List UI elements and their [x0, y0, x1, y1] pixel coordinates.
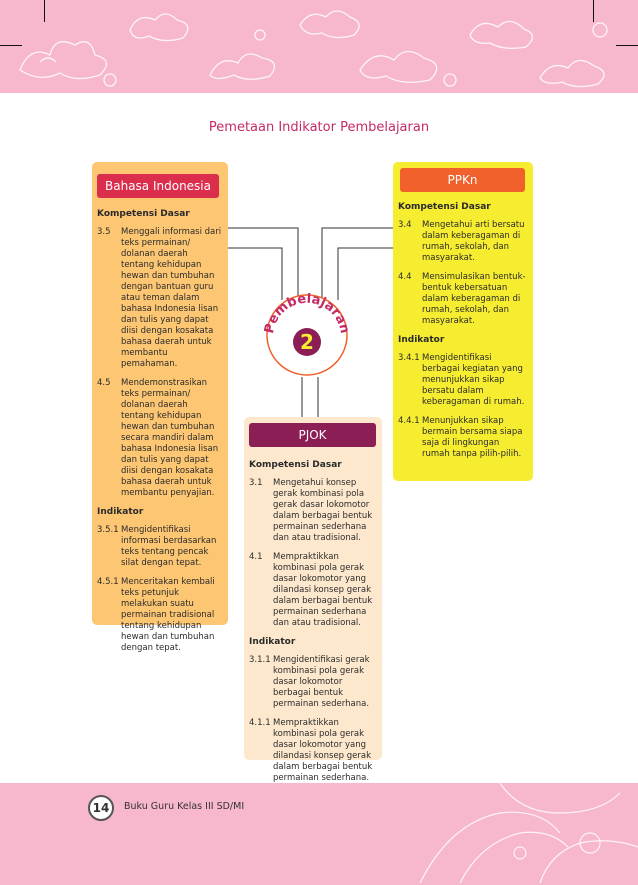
item-number: 3.1	[249, 478, 263, 488]
pembelajaran-badge	[262, 287, 352, 377]
indikator-item	[398, 353, 527, 408]
item-text: Mengetahui arti bersatu dalam keberagaman di rumah, sekolah, dan masyarakat.	[422, 220, 525, 263]
item-number: 4.4.1	[398, 416, 420, 426]
badge-number: 2	[300, 330, 314, 354]
item-number: 3.4.1	[398, 353, 420, 363]
item-text: Menunjukkan sikap bermain bersama siapa saja di lingkungan rumah tanpa pilih-pilih.	[422, 416, 523, 459]
badge-word: Pembelajaran	[262, 291, 352, 335]
item-text: Menggali informasi dari teks permainan/ dolanan daerah tentang kehidupan hewan dan tumbuhan dengan bantuan guru atau teman dalam bahasa Indonesia lisan dan tulis yang dapat diisi dengan kosakata bahasa daerah untuk membantu pemahaman.	[121, 227, 222, 369]
item-text: Mengidentifikasi gerak kombinasi pola gerak dasar lokomotor berbagai bentuk permainan sederhana.	[273, 655, 370, 709]
page-title: Pemetaan Indikator Pembelajaran	[208, 120, 430, 135]
kd-item	[97, 378, 222, 499]
indikator-item	[249, 655, 376, 710]
indikator-item	[97, 577, 222, 654]
card-header: PJOK	[249, 423, 376, 447]
item-text: Mengidentifikasi informasi berdasarkan teks tentang pencak silat dengan tepat.	[121, 525, 217, 568]
item-text: Mensimulasikan bentuk-bentuk kebersatuan dalam keberagaman di rumah, sekolah, dan masyarakat.	[422, 272, 526, 326]
book-title: Buku Guru Kelas III SD/MI	[124, 801, 245, 812]
item-text: Mempraktikkan kombinasi pola gerak dasar lokomotor yang dilandasi konsep gerak dalam berbagai bentuk permainan sederhana dan atau tradisional.	[273, 552, 373, 628]
item-number: 3.1.1	[249, 655, 271, 665]
card-header: PPKn	[400, 168, 525, 192]
page-number: 14	[88, 795, 114, 821]
indikator-title: Indikator	[249, 637, 296, 647]
kd-item	[249, 478, 376, 544]
item-number: 4.1.1	[249, 718, 271, 728]
kd-title: Kompetensi Dasar	[97, 209, 190, 219]
item-number: 4.1	[249, 552, 263, 562]
item-number: 3.5	[97, 227, 111, 237]
card-pjok	[244, 417, 382, 783]
indikator-item	[97, 525, 222, 569]
indikator-title: Indikator	[398, 335, 445, 345]
kd-title: Kompetensi Dasar	[398, 202, 491, 212]
item-text: Menceritakan kembali teks petunjuk melakukan suatu permainan tradisional tentang kehidupan hewan dan tumbuhan dengan tepat.	[121, 577, 215, 653]
indikator-title: Indikator	[97, 507, 144, 517]
card-content	[249, 460, 376, 792]
item-number: 3.4	[398, 220, 412, 230]
item-number: 4.4	[398, 272, 412, 282]
card-content	[398, 202, 527, 468]
item-text: Mengetahui konsep gerak kombinasi pola gerak dasar lokomotor dalam berbagai bentuk permainan sederhana dan atau tradisional.	[273, 478, 373, 543]
item-number: 4.5	[97, 378, 111, 388]
card-content	[97, 209, 222, 662]
indikator-item	[249, 718, 376, 784]
indikator-item	[398, 416, 527, 460]
kd-item	[97, 227, 222, 370]
item-number: 4.5.1	[97, 577, 119, 587]
card-bahasa-indonesia	[92, 162, 228, 653]
card-ppkn	[393, 162, 533, 481]
kd-item	[398, 220, 527, 264]
kd-item	[249, 552, 376, 629]
item-number: 3.5.1	[97, 525, 119, 535]
item-text: Mengidentifikasi berbagai kegiatan yang menunjukkan sikap bersatu dalam keberagaman di rumah.	[422, 353, 525, 407]
item-text: Mempraktikkan kombinasi pola gerak dasar lokomotor yang dilandasi konsep gerak dalam berbagai bentuk permainan sederhana.	[273, 718, 373, 783]
kd-title: Kompetensi Dasar	[249, 460, 342, 470]
card-header: Bahasa Indonesia	[97, 174, 219, 198]
item-text: Mendemonstrasikan teks permainan/ dolanan daerah tentang kehidupan hewan dan tumbuhan secara mandiri dalam bahasa Indonesia lisan dan tulis yang dapat diisi dengan kosakata bahasa daerah untuk membantu penyajian.	[121, 378, 219, 498]
kd-item	[398, 272, 527, 327]
